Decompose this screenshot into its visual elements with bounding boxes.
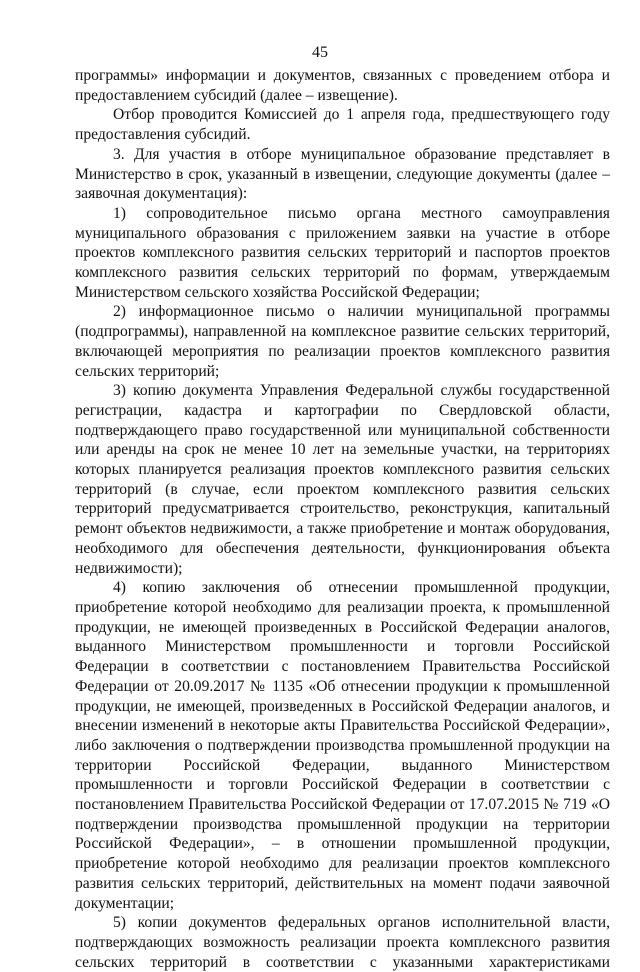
page-number: 45 — [312, 44, 328, 61]
paragraph-subitem-4: 4) копию заключения об отнесении промышленной продукции, приобретение которой необходимо для реализации проекта, к промышленной продукции, не имеющей произведенных в Российской Федерации аналогов, выданного Министерством промышленности и торговли Российской Федерации в соответствии с постановлением Правительства Российской Федерации от 20.09.2017 № 1135 «Об отнесении продукции к промышленной продукции, не имеющей, произведенных в Российской Федерации аналогов, и внесении изменений в некоторые акты Правительства Российской Федерации», либо заключения о подтверждении производства промышленной продукции на территории Российской Федерации, выданного Министерством промышленности и торговли Российской Федерации в соответствии с постановлением Правительства Российской Федерации от 17.07.2015 № 719 «О подтверждении производства промышленной продукции на территории Российской Федерации», – в отношении промышленной продукции, приобретение которой необходимо для реализации проектов комплексного развития сельских территорий, действительных на момент подачи заявочной документации; — [75, 579, 610, 912]
paragraph-subitem-5: 5) копии документов федеральных органов исполнительной власти, подтверждающих возможность реализации проекта комплексного развития сельских территорий в соответствии с указанными характеристиками — [75, 914, 610, 971]
document-body — [75, 66, 610, 972]
paragraph-subitem-2: 2) информационное письмо о наличии муниципальной программы (подпрограммы), направленной на комплексное развитие сельских территорий, включающей мероприятия по реализации проектов комплексного развития сельских территорий; — [75, 303, 610, 380]
paragraph-item-3: 3. Для участия в отборе муниципальное образование представляет в Министерство в срок, указанный в извещении, следующие документы (далее – заявочная документация): — [75, 145, 610, 203]
paragraph-continuation: программы» информации и документов, связанных с проведением отбора и предоставлением субсидий (далее – извещение). — [75, 67, 610, 104]
paragraph-selection-deadline: Отбор проводится Комиссией до 1 апреля года, предшествующего году предоставления субсидий. — [75, 106, 610, 144]
paragraph-subitem-1: 1) сопроводительное письмо органа местного самоуправления муниципального образования с приложением заявки на участие в отборе проектов комплексного развития сельских территорий и паспортов проектов комплексного развития сельских территорий по формам, утверждаемым Министерством сельского хозяйства Российской Федерации; — [75, 204, 610, 301]
paragraph-subitem-3: 3) копию документа Управления Федеральной службы государственной регистрации, кадастра и картографии по Свердловской области, подтверждающего право государственной или муниципальной собственности или аренды на срок не менее 10 лет на земельные участки, на территориях которых планируется реализация проектов комплексного развития сельских территорий (в случае, если проектом комплексного развития сельских территорий предусматривается строительство, реконструкция, капитальный ремонт объектов недвижимости, а также приобретение и монтаж оборудования, необходимого для обеспечения деятельности, функционирования объекта недвижимости); — [75, 382, 610, 577]
